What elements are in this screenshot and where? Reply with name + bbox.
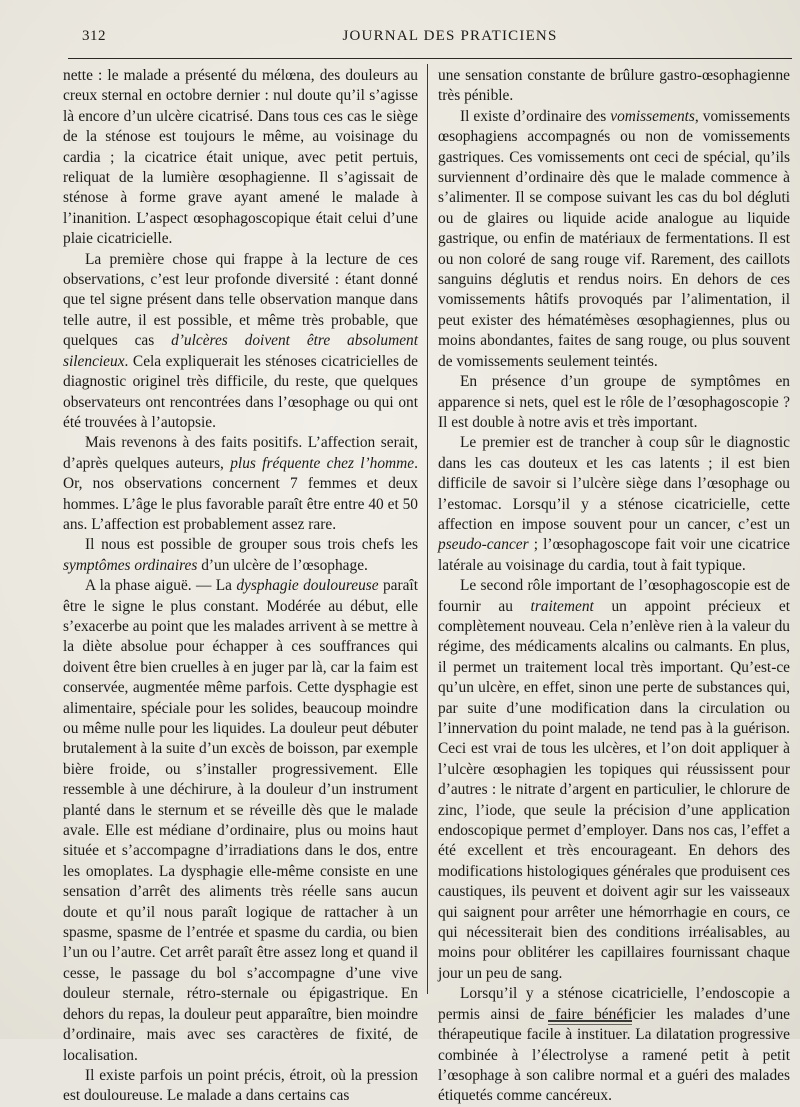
paragraph <box>438 576 790 984</box>
text-run: une sensation constante de brûlure gastro-œsophagienne très pénible. <box>438 67 790 105</box>
paragraph <box>63 66 418 250</box>
paragraph <box>63 576 418 1066</box>
text-run: Le premier est de trancher à coup sûr le diagnostic dans les cas douteux et les cas latents ; il est bien difficile de savoir si l’ulcère siège dans l’œsophage ou l’estomac. Lorsqu’il y a sténose cicatricielle, cette affection en impose souvent pour un cancer, c’est un <box>438 434 790 533</box>
text-run: Mais revenons à des faits positifs. L’affection serait, d’après quelques auteurs, <box>63 434 418 472</box>
end-rule-thin <box>548 1024 632 1025</box>
text-run: nette : le malade a présenté du mélœna, des douleurs au creux sternal en octobre dernier : nul doute qu’il s’agisse là encore d’un ulcère cicatrisé. Dans tous ces cas le siège de la sténose est toujours le même, au voisinage du cardia ; la cicatrice était unique, avec petit pertuis, reliquat de la lumière œsophagienne. Il s’agissait de sténose à forme grave ayant amené le malade à l’inanition. L’aspect œsophagoscopique était celui d’une plaie cicatricielle. <box>63 67 418 248</box>
italic-text: symptômes ordinaires <box>63 556 198 574</box>
text-run: Lorsqu’il y a sténose cicatricielle, l’endoscopie a permis ainsi de faire bénéficier les malades d’une thérapeutique facile à instituer. La dilatation progressive combinée à l’électrolyse a ramené petit à petit l’œsophage à son calibre normal et a guéri des malades étiquetés comme cancéreux. <box>438 985 790 1105</box>
right-column <box>438 66 790 1107</box>
column-divider <box>427 64 428 994</box>
paragraph <box>438 433 790 576</box>
italic-text: traitement <box>530 597 594 615</box>
text-run: un appoint précieux et complètement nouveau. Cela n’enlève rien à la valeur du régime, des médicaments alcalins ou calmants. En plus, il permet un traitement local très important. Qu’est-ce qu’un ulcère, en effet, sinon une perte de substances qui, par suite d’une modification dans la circulation ou l’innervation du point malade, ne tend pas à la guérison. Ceci est vrai de tous les ulcères, et l’on doit appliquer à l’ulcère œsophagien les topiques qui réussissent pour d’autres : le nitrate d’argent en particulier, le chlorure de zinc, l’iode, que seule la précision d’une application endoscopique permet d’employer. Dans nos cas, l’effet a été excellent et très encourageant. En dehors des modifications histologiques générales que produisent ces caustiques, ils peuvent et doivent agir sur les vaisseaux qui saignent pour arrêter une hémorrhagie en cours, ce qui nécessiterait bien des conditions irréalisables, au moins pour oblitérer les capillaires fournissant chaque jour un peu de sang. <box>438 597 790 982</box>
italic-text: d’ulcères doivent être absolument silencieux <box>63 332 418 370</box>
paragraph <box>438 107 790 372</box>
italic-text: vomissements <box>610 107 695 125</box>
text-run: Il existe d’ordinaire des <box>460 107 611 125</box>
text-run: Le second rôle important de l’œsophagoscopie est de fournir au <box>438 577 790 615</box>
text-run: d’un ulcère de l’œsophage. <box>197 556 368 574</box>
italic-text: pseudo-cancer <box>438 536 529 554</box>
text-run: . Or, nos observations concernent 7 femmes et deux hommes. L’âge le plus favorable paraît être entre 40 et 50 ans. L’affection est probablement assez rare. <box>63 454 418 533</box>
page-number: 312 <box>82 28 106 44</box>
page-header <box>70 28 790 52</box>
paragraph <box>63 433 418 535</box>
paragraph <box>63 535 418 576</box>
italic-text: dysphagie douloureuse <box>236 577 379 595</box>
end-rule <box>548 1020 632 1022</box>
text-run: A la phase aiguë. — La <box>85 577 237 595</box>
paragraph <box>63 1066 418 1107</box>
paragraph <box>63 250 418 434</box>
paragraph <box>438 984 790 1106</box>
italic-text: plus fréquente chez l’homme <box>230 454 415 472</box>
text-run: En présence d’un groupe de symptômes en apparence si nets, quel est le rôle de l’œsophagoscopie ? Il est double à notre avis et très important. <box>438 373 790 431</box>
text-run: ; l’œsophagoscope fait voir une cicatrice latérale au voisinage du cardia, tout à fait typique. <box>438 536 790 574</box>
text-run: paraît être le signe le plus constant. Modérée au début, elle s’exacerbe au point que les malades arrivent à se mettre à la diète absolue pour échapper à ces souffrances qui doivent être bien cruelles à en juger par là, car la faim est conservée, augmentée même parfois. Cette dysphagie est alimentaire, spéciale pour les solides, beaucoup moindre ou même nulle pour les liquides. La douleur peut débuter brutalement à la suite d’un excès de boisson, par exemple bière froide, ou s’installer progressivement. Elle ressemble à une déchirure, à la douleur d’un instrument planté dans le sternum et se réveille dès que le malade avale. Elle est médiane d’ordinaire, plus ou moins haut située et s’accompagne d’irradiations dans le dos, entre les omoplates. La dysphagie elle-même consiste en une sensation d’arrêt des aliments très réelle sans aucun doute et qu’il nous paraît logique de rattacher à un spasme, spasme de l’entrée et spasme du cardia, ou bien l’un ou l’autre. Cet arrêt paraît être assez long et quand il cesse, le passage du bol s’accompagne d’une vive douleur sternale, rétro-sternale ou épigastrique. En dehors du repas, la douleur peut apparaître, bien moindre d’ordinaire, mais avec ses caractères de fixité, de localisation. <box>63 577 418 1064</box>
text-run: Il nous est possible de grouper sous trois chefs les <box>85 536 418 554</box>
text-run: Il existe parfois un point précis, étroit, où la pression est douloureuse. Le malade a dans certains cas <box>63 1066 418 1105</box>
left-column <box>63 66 418 1107</box>
paragraph <box>438 372 790 433</box>
text-run: , vomissements œsophagiens accompagnés ou non de vomissements gastriques. Ces vomissements ont ceci de spécial, qu’ils surviennent d’ordinaire dès que le malade commence à s’alimenter. Il se compose suivant les cas du bol dégluti ou de glaires ou liquide acide analogue au liquide gastrique, ou enfin de matériaux de fermentations. Il est ou non coloré de sang rouge vif. Rarement, des caillots sanguins déglutis et rendus noirs. En dehors de ces vomissements hâtifs provoqués par l’alimentation, il peut exister des hématémèses œsophagiennes, plus ou moins abondantes, faites de sang rouge, ou plus souvent de vomissements seulement teintés. <box>438 107 790 370</box>
text-run: . Cela expliquerait les sténoses cicatricielles de diagnostic originel très difficile, du reste, que quelques observateurs ont rencontrées dans l’œsophage ou qui ont été trouvées à l’autopsie. <box>63 352 418 431</box>
paragraph <box>438 66 790 107</box>
running-title: JOURNAL DES PRATICIENS <box>342 28 558 44</box>
header-rule <box>68 58 792 59</box>
text-run: La première chose qui frappe à la lecture de ces observations, c’est leur profonde diversité : étant donné que tel signe présent dans telle observation manque dans telle autre, il est possible, et même très probable, que quelques cas <box>63 250 418 350</box>
